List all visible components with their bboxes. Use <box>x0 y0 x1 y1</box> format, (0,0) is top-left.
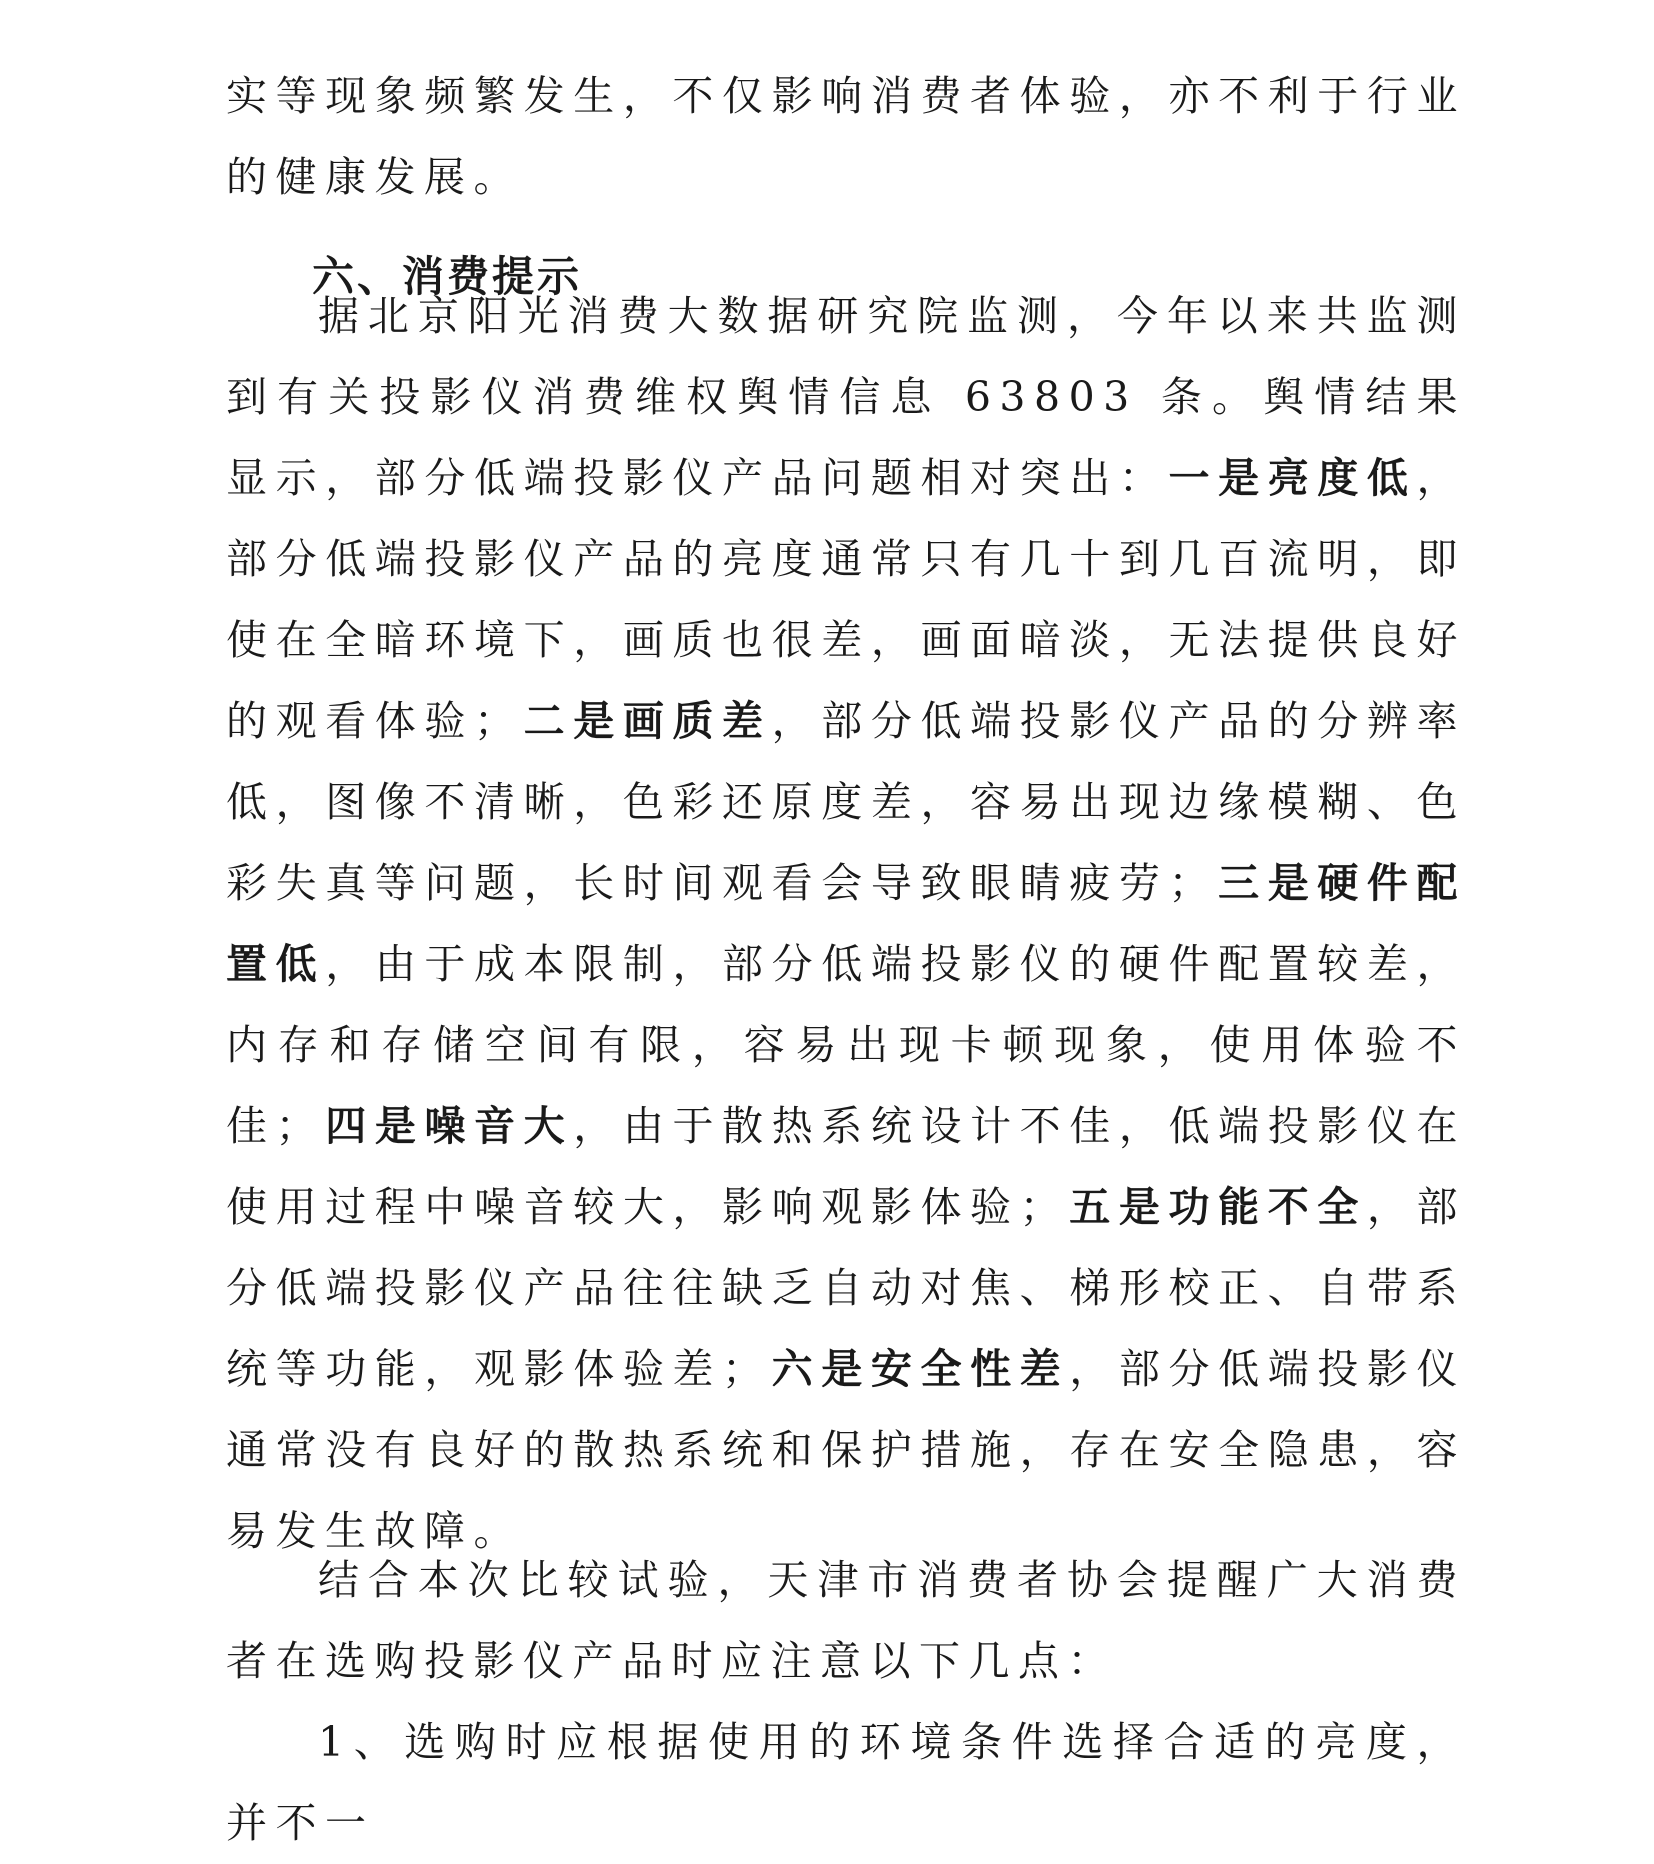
section-heading: 六、消费提示 <box>312 252 583 301</box>
issue-2-text: ，部分低端投影仪产品的分辨率低，图像不清晰，色彩还原度差，容易出现边缘模糊、色彩失真等问题，长时间观看会导致眼睛疲劳； <box>226 697 1467 907</box>
issue-5-title: 五是功能不全 <box>1069 1183 1367 1231</box>
monitoring-result-text: 条。舆情结果显示，部分低端投影仪产品问题相对突出： <box>226 373 1466 502</box>
issue-5-text: ，部分低端投影仪产品往往缺乏自动对焦、梯形校正、自带系统等功能，观影体验差； <box>226 1183 1467 1393</box>
monitoring-intro-text: 据北京阳光消费大数据研究院监测，今年以来共监测到有关投影仪消费维权舆情信息 <box>226 292 1466 421</box>
issue-3-text: ，由于成本限制，部分低端投影仪的硬件配置较差，内存和存储空间有限，容易出现卡顿现象，使用体验不佳； <box>226 940 1467 1150</box>
issue-4-text: ，由于散热系统设计不佳，低端投影仪在使用过程中噪音较大，影响观影体验； <box>226 1102 1467 1231</box>
issue-1-title: 一是亮度低 <box>1168 454 1417 502</box>
issue-3-title: 三是硬件配置低 <box>226 859 1467 988</box>
continuation-paragraph: 实等现象频繁发生，不仅影响消费者体验，亦不利于行业的健康发展。 <box>226 72 1466 201</box>
advice-intro-paragraph: 结合本次比较试验，天津市消费者协会提醒广大消费者在选购投影仪产品时应注意以下几点： <box>226 1556 1466 1685</box>
complaint-count: 63803 <box>964 373 1138 421</box>
issue-4-title: 四是噪音大 <box>325 1102 574 1150</box>
issue-6-text: ，部分低端投影仪通常没有良好的散热系统和保护措施，存在安全隐患，容易发生故障。 <box>226 1345 1467 1555</box>
issue-6-title: 六是安全性差 <box>771 1345 1070 1393</box>
monitoring-paragraph <box>226 276 1466 1572</box>
issue-2-title: 二是画质差 <box>523 697 772 745</box>
issue-1-text: ，部分低端投影仪产品的亮度通常只有几十到几百流明，即使在全暗环境下，画质也很差，画面暗淡，无法提供良好的观看体验； <box>226 454 1467 745</box>
advice-item-1: 1、选购时应根据使用的环境条件选择合适的亮度，并不一 <box>226 1718 1466 1847</box>
